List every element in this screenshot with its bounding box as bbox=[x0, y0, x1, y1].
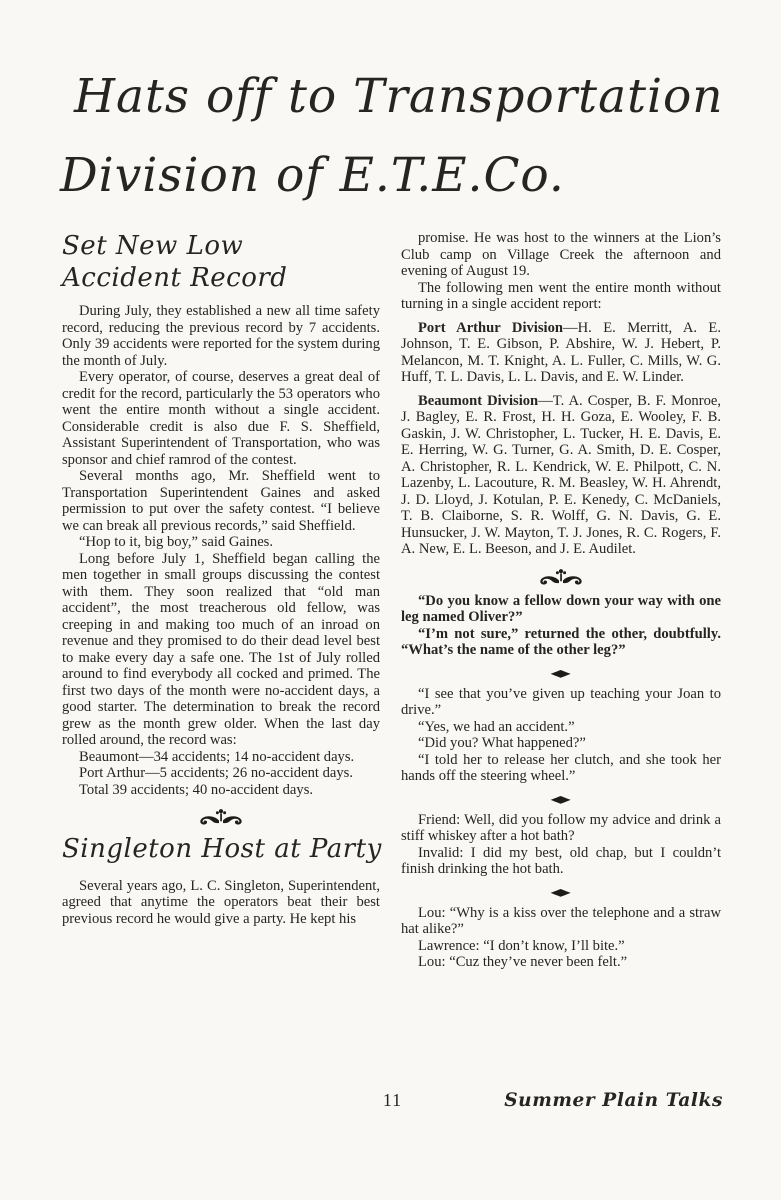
joke-line: “Did you? What happened?” bbox=[418, 735, 586, 751]
article-paragraph: promise. He was host to the winners at the Lion’s Club camp on Village Creek the afternoon and evening of August 19. bbox=[401, 230, 721, 279]
division-list-beaumont bbox=[401, 393, 721, 558]
left-column bbox=[62, 230, 380, 927]
article-title-line1: Hats off to Transportation bbox=[74, 69, 724, 124]
section-heading-accident-record bbox=[62, 230, 380, 294]
joke-line: “Yes, we had an accident.” bbox=[418, 718, 575, 735]
joke-line: Invalid: I did my best, old chap, but I couldn’t finish drinking the hot bath. bbox=[401, 844, 721, 877]
diamond-separator-icon: ◆ bbox=[550, 792, 572, 805]
joke-line: “Do you know a fellow down your way with one leg named Oliver?” bbox=[401, 592, 721, 625]
joke-line: “I see that you’ve given up teaching your Joan to drive.” bbox=[401, 685, 721, 718]
section-heading-line2: Accident Record bbox=[62, 263, 288, 294]
article-title bbox=[60, 58, 724, 216]
stat-line-port-arthur: Port Arthur—5 accidents; 26 no-accident days. bbox=[79, 765, 353, 782]
page-footer bbox=[62, 1090, 723, 1116]
division-name-label: Port Arthur Division bbox=[418, 319, 564, 336]
division-list-port-arthur bbox=[401, 320, 721, 386]
division-names: —T. A. Cosper, B. F. Monroe, J. Bagley, E. R. Frost, H. H. Goza, E. Wooley, F. B. Gaskin, J. W. Christopher, L. Tucker, H. E. Davis, E. E. Herring, W. G. Turner, G. A. Smith, D. E. Cosper, A. Christopher, R. L. Kendrick, W. E. Philpott, C. N. Lazenby, L. Lacouture, R. M. Beasley, W. H. Ahrendt, J. D. Lloyd, J. Kotulan, P. E. Kenedy, C. McDaniels, T. B. Claiborne, S. R. Wolff, G. N. Davis, G. E. Hunsucker, J. W. Mayton, T. J. Jones, R. C. Rogers, F. A. New, E. L. Beeson, and J. E. Audilet. bbox=[401, 392, 722, 557]
article-paragraph: Every operator, of course, deserves a great deal of credit for the record, particularly the 53 operators who went the entire month without a single accident. Considerable credit is also due F. S. Sheffield, Assistant Superintendent of Transportation, who was sponsor and chief ramrod of the contest. bbox=[62, 369, 380, 468]
two-column-body bbox=[62, 230, 721, 971]
joke-line: Lawrence: “I don’t know, I’ll bite.” bbox=[418, 937, 625, 954]
division-names: —H. E. Merritt, A. E. Johnson, T. E. Gibson, P. Abshire, W. J. Hebert, P. Melancon, M. T. Knight, A. L. Fuller, C. Mills, W. G. Huff, T. L. Davis, L. L. Davis, and E. W. Linder. bbox=[401, 319, 721, 385]
joke-block-driving bbox=[401, 686, 721, 785]
joke-block-oliver bbox=[401, 593, 721, 659]
fleuron-ornament-icon bbox=[401, 567, 721, 588]
stat-line-total: Total 39 accidents; 40 no-accident days. bbox=[79, 781, 314, 798]
joke-line: Friend: Well, did you follow my advice and drink a stiff whiskey after a hot bath? bbox=[401, 811, 721, 844]
page-number: 11 bbox=[382, 1090, 403, 1110]
diamond-separator-icon: ◆ bbox=[550, 666, 572, 679]
article-paragraph: Several years ago, L. C. Singleton, Superintendent, agreed that anytime the operators beat their best previous record he would give a party. He kept his bbox=[62, 877, 380, 927]
joke-line: Lou: “Cuz they’ve never been felt.” bbox=[418, 954, 628, 970]
article-paragraph: During July, they established a new all time safety record, reducing the previous record by 7 accidents. Only 39 accidents were reported for the system during the month of July. bbox=[62, 303, 380, 369]
article-paragraph: “Hop to it, big boy,” said Gaines. bbox=[79, 534, 274, 551]
stat-line-beaumont: Beaumont—34 accidents; 14 no-accident days. bbox=[79, 748, 355, 765]
joke-line: “I’m not sure,” returned the other, doubtfully. “What’s the name of the other leg?” bbox=[401, 625, 721, 658]
article-paragraph: The following men went the entire month without turning in a single accident report: bbox=[401, 279, 721, 312]
section-heading-line1: Set New Low bbox=[62, 231, 244, 261]
joke-line: “I told her to release her clutch, and she took her hands off the steering wheel.” bbox=[401, 751, 721, 784]
article-paragraph: Several months ago, Mr. Sheffield went to Transportation Superintendent Gaines and asked permission to put over the safety contest. “I believe we can break all previous records,” said Sheffield. bbox=[62, 468, 380, 534]
joke-block-telephone bbox=[401, 905, 721, 971]
division-name-label: Beaumont Division bbox=[418, 392, 539, 409]
article-title-line2: Division of E.T.E.Co. bbox=[60, 147, 565, 203]
publication-name: Summer Plain Talks bbox=[504, 1090, 723, 1111]
diamond-separator-icon: ◆ bbox=[550, 885, 572, 898]
fleuron-ornament-icon bbox=[62, 807, 380, 828]
article-paragraph: Long before July 1, Sheffield began calling the men together in small groups discussing the contest with them. They soon realized that “old man accident”, the most treacherous old fellow, was creeping in and making too much of an inroad on revenue and they promised to do their dead level best to make every day a safe one. The 1st of July rolled around to find everybody all cocked and primed. The first two days of the month were no-accident days, a good starter. The determination to break the record grew as the month grew older. When the last day rolled around, the record was: bbox=[62, 550, 380, 749]
section-heading-singleton: Singleton Host at Party bbox=[62, 834, 382, 865]
right-column bbox=[401, 230, 721, 971]
joke-block-whiskey bbox=[401, 812, 721, 878]
joke-line: Lou: “Why is a kiss over the telephone and a straw hat alike?” bbox=[401, 904, 721, 937]
